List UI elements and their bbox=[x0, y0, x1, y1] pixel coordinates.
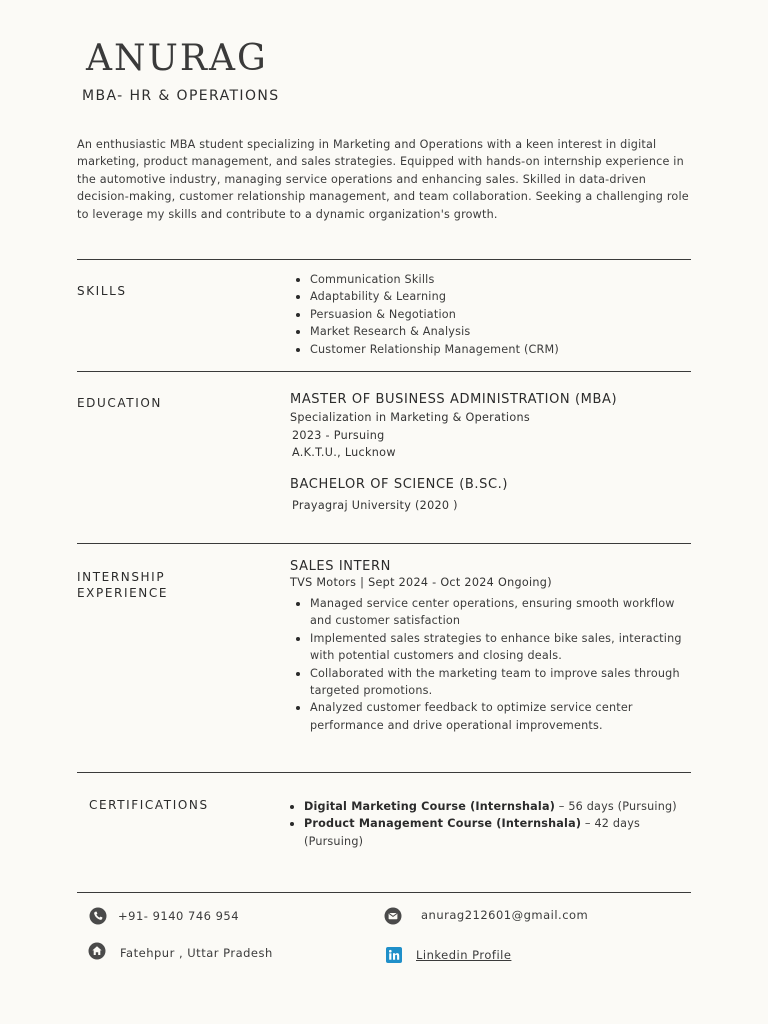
candidate-role: MBA- HR & OPERATIONS bbox=[82, 88, 280, 104]
home-icon bbox=[88, 942, 106, 964]
list-item: Customer Relationship Management (CRM) bbox=[290, 341, 690, 358]
internship-position: SALES INTERN bbox=[290, 559, 391, 574]
phone-number: +91- 9140 746 954 bbox=[118, 909, 240, 923]
degree-institution: Prayagraj University (2020 ) bbox=[292, 499, 458, 512]
certification-name: Digital Marketing Course (Internshala) bbox=[304, 800, 556, 813]
degree-specialization: Specialization in Marketing & Operations bbox=[290, 411, 530, 424]
internship-heading: INTERNSHIP bbox=[77, 570, 166, 584]
list-item: Analyzed customer feedback to optimize service center performance and drive operational improvements. bbox=[290, 699, 690, 734]
linkedin-icon bbox=[386, 947, 402, 967]
list-item: Adaptability & Learning bbox=[290, 288, 690, 305]
internship-duties bbox=[290, 595, 690, 734]
list-item: Communication Skills bbox=[290, 271, 690, 288]
list-item: Market Research & Analysis bbox=[290, 323, 690, 340]
section-divider bbox=[77, 543, 691, 544]
internship-company: TVS Motors | Sept 2024 - Oct 2024 Ongoing) bbox=[290, 576, 552, 589]
degree-institution: A.K.T.U., Lucknow bbox=[292, 446, 396, 459]
education-heading: EDUCATION bbox=[77, 396, 162, 410]
phone-icon bbox=[89, 907, 107, 929]
section-divider bbox=[77, 259, 691, 260]
list-item: Managed service center operations, ensuring smooth workflow and customer satisfaction bbox=[290, 595, 690, 630]
email-address[interactable]: anurag212601@gmail.com bbox=[421, 908, 589, 922]
list-item: Collaborated with the marketing team to improve sales through targeted promotions. bbox=[290, 665, 690, 700]
section-divider bbox=[77, 371, 691, 372]
location-text: Fatehpur , Uttar Pradesh bbox=[120, 946, 273, 960]
skills-list bbox=[290, 271, 690, 358]
certifications-list bbox=[284, 798, 694, 850]
degree-title: BACHELOR OF SCIENCE (B.SC.) bbox=[290, 477, 509, 492]
degree-period: 2023 - Pursuing bbox=[292, 429, 385, 442]
list-item: Persuasion & Negotiation bbox=[290, 306, 690, 323]
list-item: Implemented sales strategies to enhance bike sales, interacting with potential customers and closing deals. bbox=[290, 630, 690, 665]
internship-heading-line2: EXPERIENCE bbox=[77, 586, 169, 600]
certification-name: Product Management Course (Internshala) bbox=[304, 817, 582, 831]
profile-summary: An enthusiastic MBA student specializing in Marketing and Operations with a keen interest in digital marketing, product management, and sales strategies. Equipped with hands-on internship experience in the automotive industry, managing service operations and enhancing sales. Skilled in data-driven decision-making, customer relationship management, and team collaboration. Seeking a challenging role to leverage my skills and contribute to a dynamic organization's growth. bbox=[77, 138, 689, 221]
section-divider bbox=[77, 892, 691, 893]
candidate-name: ANURAG bbox=[86, 38, 268, 79]
linkedin-profile-link[interactable]: Linkedin Profile bbox=[416, 948, 512, 962]
degree-title: MASTER OF BUSINESS ADMINISTRATION (MBA) bbox=[290, 392, 618, 407]
email-icon bbox=[384, 907, 402, 929]
section-divider bbox=[77, 772, 691, 773]
certification-detail: – 42 days (Pursuing) bbox=[304, 817, 641, 848]
certifications-heading: CERTIFICATIONS bbox=[89, 798, 209, 812]
list-item bbox=[284, 815, 694, 850]
list-item bbox=[284, 798, 694, 815]
skills-heading: SKILLS bbox=[77, 284, 127, 298]
certification-detail: – 56 days (Pursuing) bbox=[555, 800, 677, 813]
